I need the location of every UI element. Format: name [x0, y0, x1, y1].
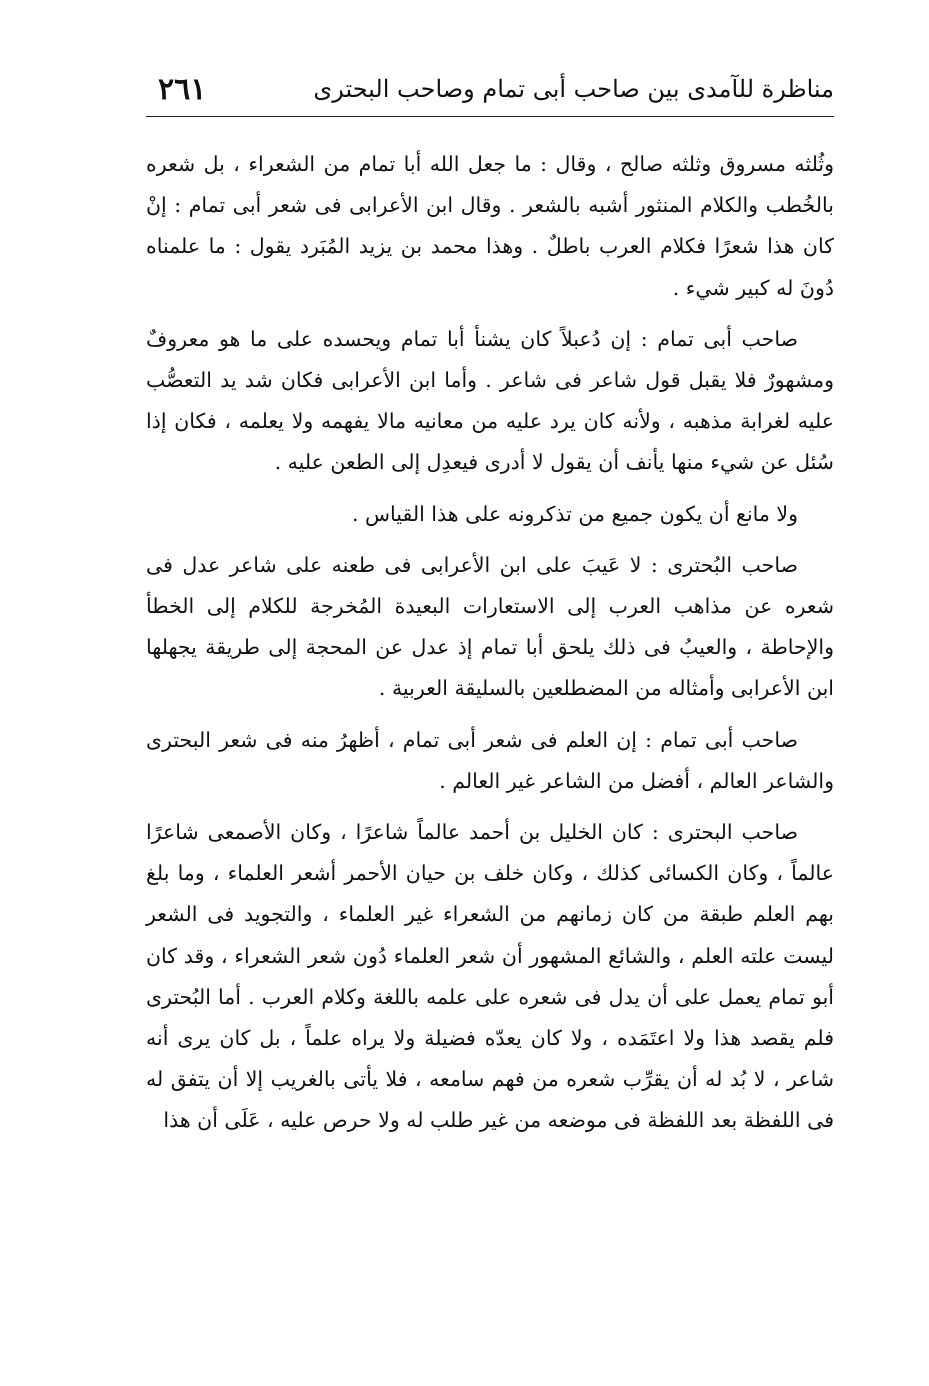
running-header — [146, 66, 834, 112]
body-text — [146, 144, 834, 1152]
paragraph: صاحب البحترى : كان الخليل بن أحمد عالماً شاعرًا ، وكان الأصمعى شاعرًا عالماً ، وكان الكسائى كذلك ، وكان خلف بن حيان الأحمر أشعر العلماء ، وما بلغ بهم العلم طبقة من كان زمانهم من الشعراء غير العلماء ، والتجويد فى الشعر ليست علته العلم ، والشائع المشهور أن شعر العلماء دُون شعر الشعراء ، وقد كان أبو تمام يعمل على أن يدل فى شعره على علمه باللغة وكلام العرب . أما البُحترى فلم يقصد هذا ولا اعتَمَده ، ولا كان يعدّه فضيلة ولا يراه علماً ، بل كان يرى أنه شاعر ، لا بُد له أن يقرِّب شعره من فهم سامعه ، فلا يأتى بالغريب إلا أن يتفق له فى اللفظة بعد اللفظة فى موضعه من غير طلب له ولا حرص عليه ، عَلَى أن هذا — [146, 820, 834, 1133]
paragraph: صاحب أبى تمام : إن العلم فى شعر أبى تمام ، أظهرُ منه فى شعر البحترى والشاعر العالم ، أفضل من الشاعر غير العالم . — [146, 727, 834, 793]
paragraph: صاحب البُحترى : لا عَيبَ على ابن الأعرابى فى طعنه على شاعر عدل فى شعره عن مذاهب العرب إلى الاستعارات البعيدة المُخرجة للكلام إلى الخطأ والإحاطة ، والعيبُ فى ذلك يلحق أبا تمام إذ عدل عن المحجة إلى طريقة يجهلها ابن الأعرابى وأمثاله من المضطلعين بالسليقة العربية . — [146, 552, 834, 701]
paragraph: صاحب أبى تمام : إن دُعبلاً كان يشنأ أبا تمام ويحسده على ما هو معروفٌ ومشهورٌ فلا يقبل قول شاعر فى شاعر . وأما ابن الأعرابى فكان شد يد التعصُّب عليه لغرابة مذهبه ، ولأنه كان يرد عليه من معانيه مالا يفهمه ولا يعلمه ، فكان إذا سُئل عن شيء منها يأنف أن يقول لا أدرى فيعدِل إلى الطعن عليه . — [146, 326, 834, 475]
page-number: ٢٦١ — [158, 71, 207, 107]
paragraph: وثُلثه مسروق وثلثه صالح ، وقال : ما جعل الله أبا تمام من الشعراء ، بل شعره بالخُطب والكلام المنثور أشبه بالشعر . وقال ابن الأعرابى فى شعر أبى تمام : إنْ كان هذا شعرًا فكلام العرب باطلٌ . وهذا محمد بن يزيد المُبَرد يقول : ما علمناه دُونَ له كبير شيء . — [146, 152, 834, 300]
running-title: مناظرة للآمدى بين صاحب أبى تمام وصاحب البحترى — [313, 75, 834, 103]
header-rule — [146, 116, 834, 117]
paragraph: ولا مانع أن يكون جميع من تذكرونه على هذا القياس . — [351, 501, 798, 526]
